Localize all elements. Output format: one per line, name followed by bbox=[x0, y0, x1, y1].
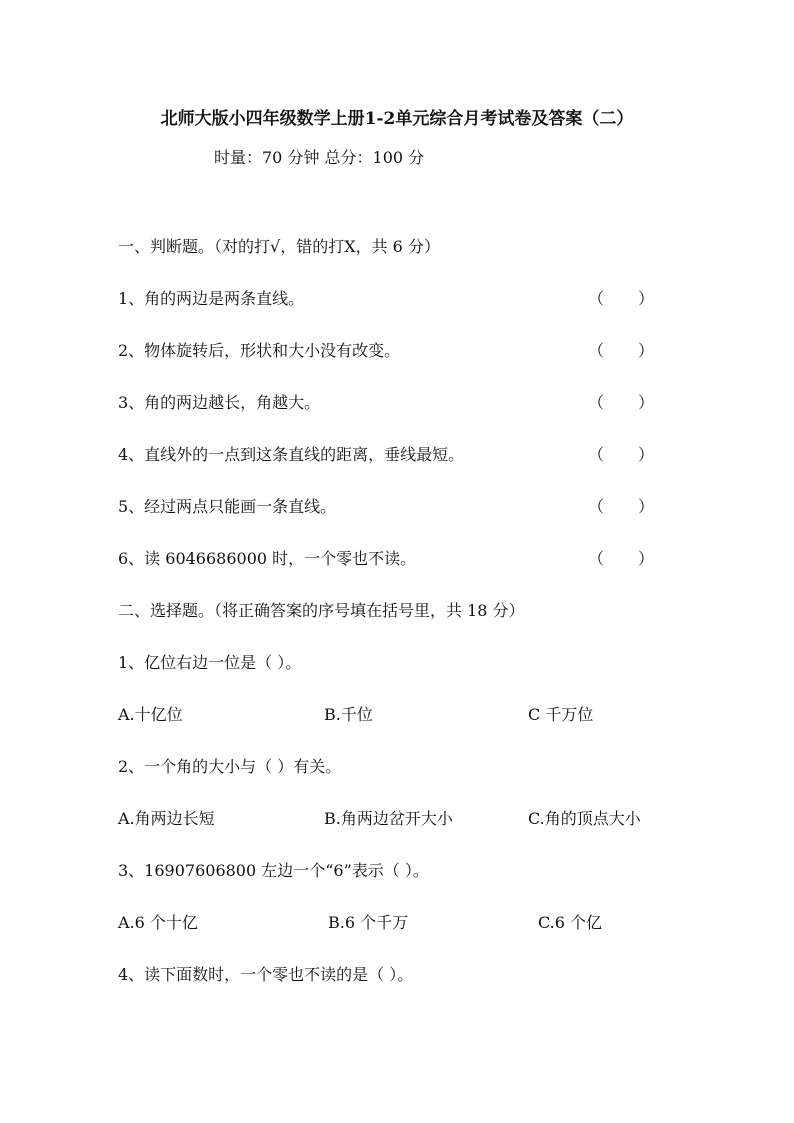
q2-option-a: A.角两边长短 bbox=[118, 809, 215, 828]
paren-open: （ bbox=[588, 549, 605, 568]
q3-option-c: C.6 个亿 bbox=[538, 913, 603, 932]
judge-item-1: 1、角的两边是两条直线。 bbox=[118, 289, 305, 308]
paren-open: （ bbox=[588, 497, 605, 516]
q1-option-b: B.千位 bbox=[324, 705, 373, 724]
choice-question-1: 1、亿位右边一位是（ ）。 bbox=[118, 653, 302, 672]
answer-paren-1[interactable] bbox=[588, 289, 654, 309]
paren-close: ） bbox=[637, 393, 654, 412]
choice-question-4: 4、读下面数时，一个零也不读的是（ ）。 bbox=[118, 965, 414, 984]
answer-paren-6[interactable] bbox=[588, 549, 654, 569]
q3-option-a: A.6 个十亿 bbox=[118, 913, 198, 932]
choice-question-3: 3、16907606800 左边一个“6”表示（ ）。 bbox=[118, 861, 429, 880]
paren-open: （ bbox=[588, 393, 605, 412]
paren-open: （ bbox=[588, 445, 605, 464]
judge-item-4: 4、直线外的一点到这条直线的距离，垂线最短。 bbox=[118, 445, 465, 464]
exam-meta: 时量：70 分钟 总分：100 分 bbox=[214, 148, 425, 167]
q1-option-c: C 千万位 bbox=[528, 705, 594, 724]
answer-paren-4[interactable] bbox=[588, 445, 654, 465]
q2-option-c: C.角的顶点大小 bbox=[528, 809, 641, 828]
judge-item-5: 5、经过两点只能画一条直线。 bbox=[118, 497, 337, 516]
exam-title: 北师大版小四年级数学上册1-2单元综合月考试卷及答案（二） bbox=[160, 109, 634, 129]
q2-option-b: B.角两边岔开大小 bbox=[324, 809, 453, 828]
paren-close: ） bbox=[637, 497, 654, 516]
paren-close: ） bbox=[637, 289, 654, 308]
judge-item-3: 3、角的两边越长，角越大。 bbox=[118, 393, 321, 412]
answer-paren-5[interactable] bbox=[588, 497, 654, 517]
q1-option-a: A.十亿位 bbox=[118, 705, 183, 724]
paren-close: ） bbox=[637, 549, 654, 568]
section2-heading: 二、选择题。（将正确答案的序号填在括号里，共 18 分） bbox=[118, 601, 525, 620]
choice-question-2: 2、一个角的大小与（ ）有关。 bbox=[118, 757, 342, 776]
judge-item-2: 2、物体旋转后，形状和大小没有改变。 bbox=[118, 341, 401, 360]
paren-open: （ bbox=[588, 341, 605, 360]
answer-paren-2[interactable] bbox=[588, 341, 654, 361]
q3-option-b: B.6 个千万 bbox=[328, 913, 409, 932]
judge-item-6: 6、读 6046686000 时，一个零也不读。 bbox=[118, 549, 417, 568]
answer-paren-3[interactable] bbox=[588, 393, 654, 413]
paren-close: ） bbox=[637, 445, 654, 464]
paren-close: ） bbox=[637, 341, 654, 360]
paren-open: （ bbox=[588, 289, 605, 308]
section1-heading: 一、判断题。（对的打√，错的打X，共 6 分） bbox=[118, 237, 440, 256]
